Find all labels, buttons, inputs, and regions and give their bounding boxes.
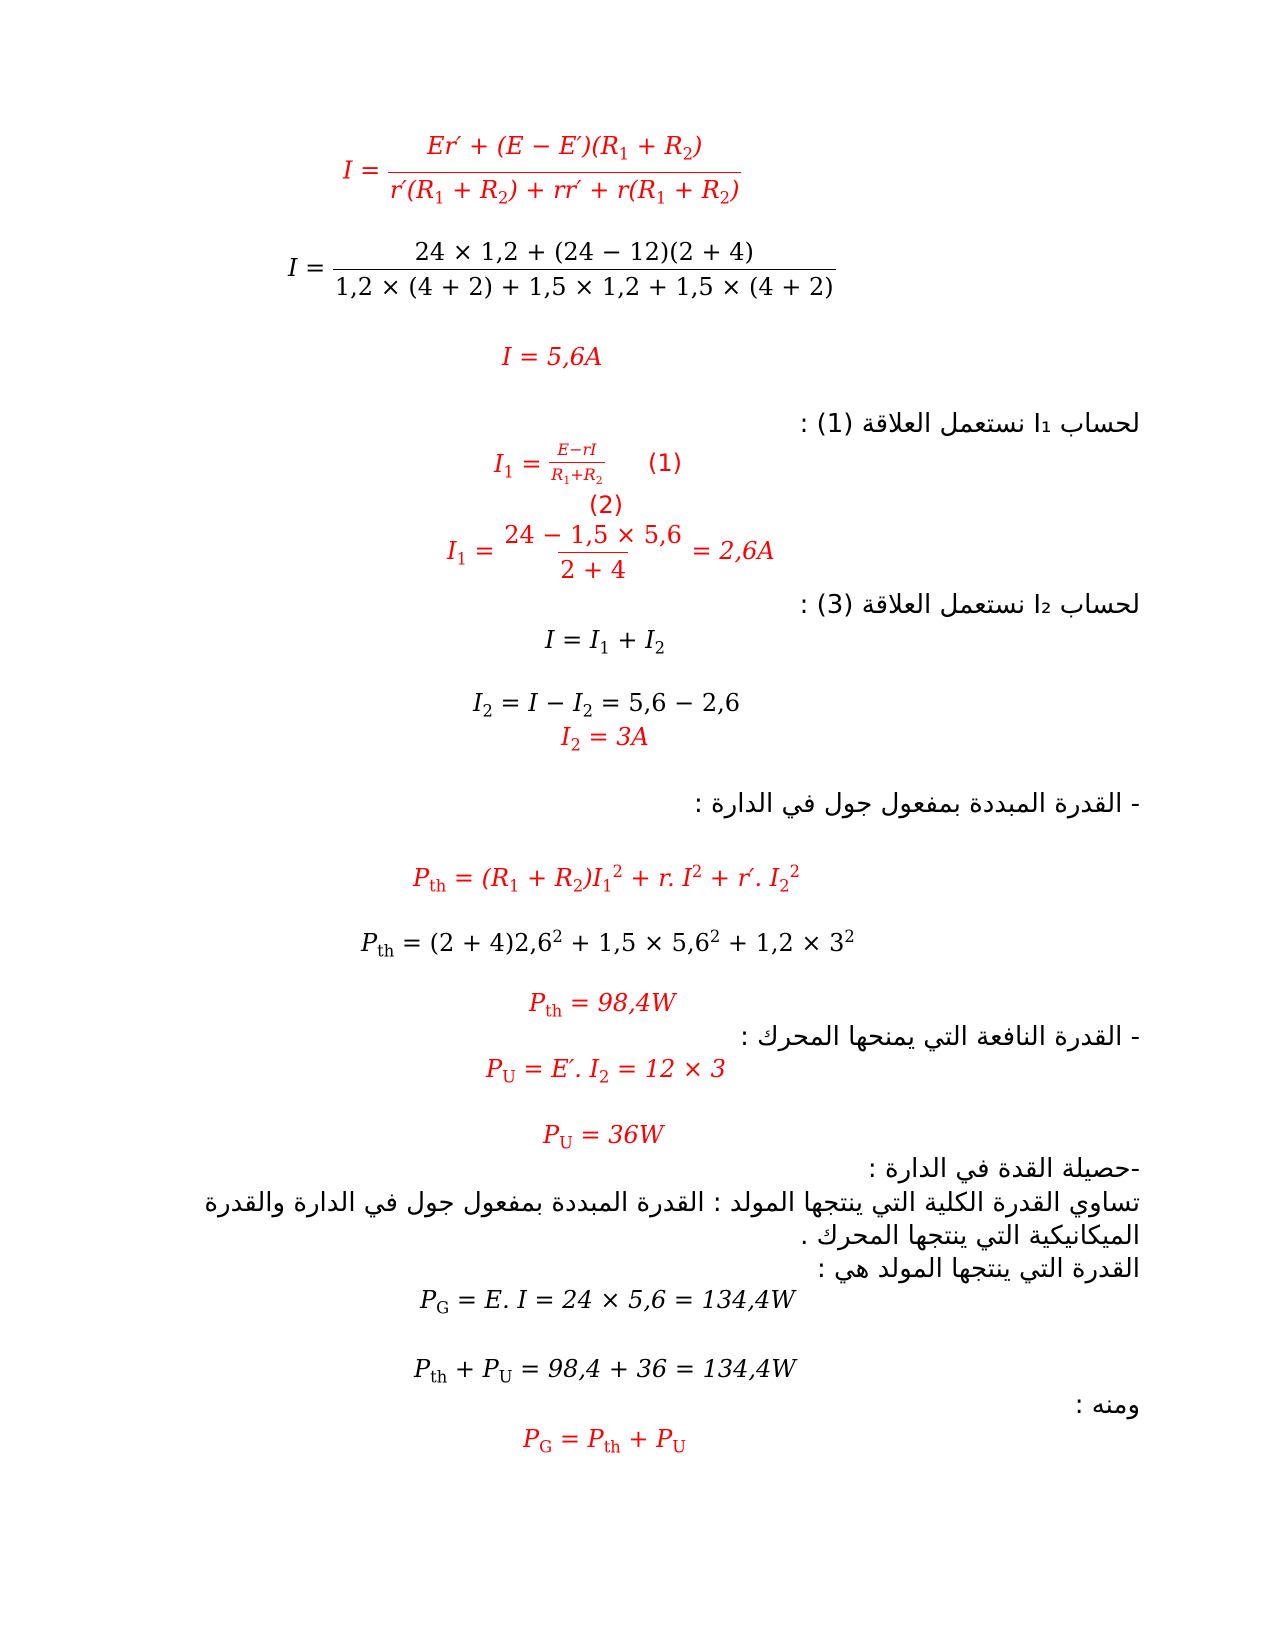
text-calc-I1: لحساب I₁ نستعمل العلاقة (1) : [799, 409, 1140, 439]
formula-I-numeric [288, 237, 836, 302]
fraction [549, 440, 604, 491]
paragraph-line-2: الميكانيكية التي ينتجها المحرك . [800, 1221, 1140, 1251]
formula-I1: $I_1$ = $\frac{E-rI}{R_1+R_2}$ [494, 440, 605, 491]
formula-PG: $P_G = E$. I = 24 × 5,6 = 134,4W [420, 1286, 795, 1318]
numerator: E−rI [557, 440, 597, 459]
formula-Pth-numeric: $P_{th} = (2 + 4)2,6^2 + 1,5 \times 5,6^2 + 1,2 \times 3^2$ [361, 927, 855, 961]
formula-PU: $P_U = E'$. $I_2 = 12 \times 3$ [486, 1055, 726, 1087]
formula-Pth-plus-PU: $P_{th} + P_U = 98,4 + 36 = 134,4W$ [414, 1355, 796, 1387]
equation-label-1: (1) [648, 449, 682, 477]
fraction [333, 237, 836, 302]
text-hence: ومنه : [1074, 1390, 1140, 1420]
formula-I-general [343, 131, 741, 213]
denominator: $r'(R_1 + R_2) + rr' + r(R_1 + R_2)$ [388, 172, 742, 214]
result-I: I = 5,6A [502, 343, 603, 371]
result-PU: $P_U = 36W$ [543, 1121, 664, 1153]
numerator: $Er' + (E - E')(R_1 + R_2)$ [426, 132, 703, 164]
formula-Pth: $P_{th} = (R_1 + R_2)I_1^2 + r$. $I^2 + r'$. $I_2^2$ [413, 862, 801, 896]
numerator: 24 − 1,5 × 5,6 [504, 521, 682, 549]
numerator: 24 × 1,2 + (24 − 12)(2 + 4) [414, 238, 754, 266]
formula-lhs: I = [288, 254, 326, 282]
result-I2: $I_2 = 3A$ [561, 723, 649, 755]
heading-power-balance: -حصيلة القدة في الدارة : [867, 1154, 1140, 1184]
heading-useful-power: - القدرة النافعة التي يمنحها المحرك : [740, 1022, 1140, 1052]
heading-joule-power: - القدرة المبددة بمفعول جول في الدارة : [694, 789, 1140, 819]
denominator: 2 + 4 [558, 552, 628, 585]
fraction [502, 520, 684, 585]
paragraph-line-1: تساوي القدرة الكلية التي ينتجها المولد : القدرة المبددة بمفعول جول في الدارة والقدرة [204, 1188, 1140, 1218]
denominator: 1,2 × (4 + 2) + 1,5 × 1,2 + 1,5 × (4 + 2) [333, 269, 836, 302]
text-calc-I2: لحساب I₂ نستعمل العلاقة (3) : [799, 590, 1140, 620]
formula-final: $P_G = P_{th} + P_U$ [523, 1425, 687, 1457]
formula-lhs: I = [343, 156, 381, 185]
paragraph-line-3: القدرة التي ينتجها المولد هي : [816, 1254, 1140, 1284]
fraction [388, 131, 742, 213]
formula-current-sum: $I = I_1 + I_2$ [545, 626, 665, 658]
formula-rhs: = 2,6A [691, 537, 775, 565]
equation-label-2: (2) [589, 491, 623, 519]
formula-I1-numeric: $I_1$ = $\frac{24 - 1,5 \times 5,6}{2 + 4}$ = 2,6A [447, 521, 775, 584]
denominator: $R_1+R_2$ [549, 462, 604, 491]
formula-I2: $I_2 = I - I_2 = 5,6 - 2,6$ [473, 689, 741, 721]
result-Pth: $P_{th} = 98,4W$ [529, 989, 676, 1021]
